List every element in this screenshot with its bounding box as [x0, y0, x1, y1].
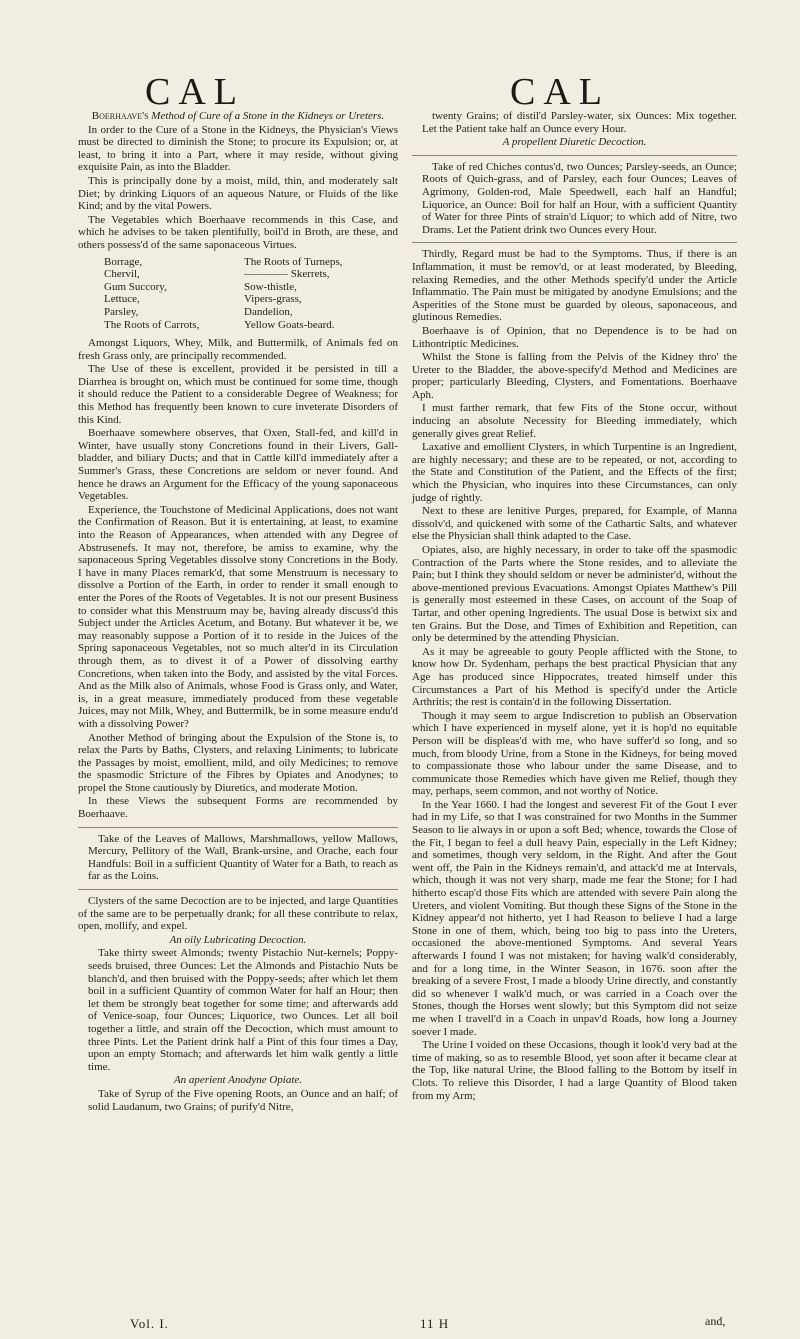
- paragraph: This is principally done by a moist, mild, thin, and moderately salt Diet; by drinking Liquors of an aqueous Nature, or Fluids of the like Kind; and by the vital Powers.: [78, 174, 398, 213]
- list-item: Vipers-grass,: [244, 293, 302, 306]
- divider: [78, 889, 398, 890]
- paragraph: Whilst the Stone is falling from the Pelvis of the Kidney thro' the Ureter to the Bladder, the above-specify'd Method and Medicines are proper; particularly Bleeding, Clysters, and Fomentations. Boerhaave Aph.: [412, 351, 737, 401]
- list-item: Gum Succory,: [104, 280, 167, 293]
- list-item: Lettuce,: [104, 293, 140, 306]
- vegetable-list: [104, 256, 398, 332]
- paragraph: I must farther remark, that few Fits of the Stone occur, without inducing an absolute Necessity for Bleeding immediately, which generally gives great Relief.: [412, 402, 737, 440]
- running-head-left: CAL: [145, 71, 245, 113]
- paragraph: Experience, the Touchstone of Medicinal Applications, does not want the Confirmation of Reason. But it is entertaining, at least, to examine into the Reason of Appearances, when attended with any Degree of Abstrusenefs. It may not, therefore, be amiss to examine, why the saponaceous Spring Vegetables dissolve stony Concretions in the Body. I have in many Places remark'd, that some Menstruum is necessary to dissolve a Portion of the Earth, in order to render it small enough to enter the Pores of the Roots of Vegetables. It is not our present Business to consider what this Menstruum may be, having already discuss'd this Subject under the Articles Acetum, and Botany. But whatever it be, we may reasonably suppose a Portion of it to reside in the Juices of the Spring saponaceous Vegetables, not so much alter'd in its Circulation through them, as to divest it of a Power of dissolving earthy Concretions, when taken into the Body, and assisted by the vital Forces. And as the Milk also of Animals, whose Food is Grass only, and Water, is, in a great measure, immediately produced from these vegetable Juices, may not Milk, Whey, and Buttermilk, be in some measure endu'd with a dissolving Power?: [78, 503, 398, 730]
- paragraph: In these Views the subsequent Forms are recommended by Boerhaave.: [78, 795, 398, 821]
- recipe-opiate: Take of Syrup of the Five opening Roots, an Ounce and an half; of solid Laudanum, two Grains; of purify'd Nitre,: [88, 1087, 398, 1113]
- recipe-heading: A propellent Diuretic Decoction.: [502, 136, 647, 149]
- list-item: Dandelion,: [244, 305, 293, 318]
- list-item: The Roots of Turneps,: [244, 255, 343, 268]
- recipe-heading: An aperient Anodyne Opiate.: [173, 1074, 303, 1087]
- paragraph: The Urine I voided on these Occasions, though it look'd very bad at the time of making, so as to resemble Blood, yet soon after it became clear at the Top, like natural Urine, the Blood falling to the Bottom by itself in Clots. To relieve this Disorder, I had a large Quantity of Blood taken from my Arm;: [412, 1039, 737, 1102]
- signature-mark: 11 H: [420, 1316, 450, 1331]
- recipe-diuretic: Take of red Chiches contus'd, two Ounces; Parsley-seeds, an Ounce; Roots of Quich-grass, and of Parsley, each four Ounces; Leaves of Agrimony, Golden-rod, Male Speedwell, each half an Handful; Liquorice, an Ounce: Boil for half an Hour, with a sufficient Quantity of Water for three Pints of strain'd Liquor; to which add of Nitre, two Drams. Let the Patient drink two Ounces every Hour.: [422, 160, 737, 236]
- paragraph: Next to these are lenitive Purges, prepared, for Example, of Manna dissolv'd, and quickened with some of the Cathartic Salts, and whatever else the Physician shall think adapted to the Case.: [412, 505, 737, 543]
- volume-number: Vol. I.: [130, 1316, 169, 1331]
- paragraph: The Use of these is excellent, provided it be persisted in till a Diarrhea is brought on, which must be continued for some time, though it should reduce the Patient to a considerable Degree of Weakness; for this Method has frequently been known to cure inveterate Disorders of this Kind.: [78, 363, 398, 426]
- divider: [78, 827, 398, 828]
- recipe-decoction: Take thirty sweet Almonds; twenty Pistachio Nut-kernels; Poppy-seeds bruised, three Ounces: Let the Almonds and Pistachio Nuts be blanch'd, and then bruised with the Poppy-seeds; after which let them boil in a sufficient Quantity of common Water for half an Hour; then let them be strongly beat together for some time; and afterwards add of Venice-soap, four Ounces; Liquorice, two Ounces. Let all boil together a little, and strain off the Decoction, which must amount to three Pints. Let the Patient drink half a Pint of this four times a Day, upon an empty Stomach; and afterwards let him walk gently a little time.: [88, 947, 398, 1073]
- list-item: Borrage,: [104, 255, 143, 268]
- paragraph: As it may be agreeable to gouty People afflicted with the Stone, to know how Dr. Sydenham, perhaps the best practical Physician that any Age has produced since Hippocrates, treated himself under this Circumstances a Part of his Method is specify'd under the Article Arthritis; the rest is contain'd in the following Dissertation.: [412, 645, 737, 709]
- paragraph: Boerhaave is of Opinion, that no Dependence is to be had on Lithontriptic Medicines.: [412, 324, 737, 350]
- list-item: Chervil,: [104, 268, 140, 281]
- divider: [412, 155, 737, 156]
- paragraph: In the Year 1660. I had the longest and severest Fit of the Gout I ever had in my Life, so that I was constrained for two Months in the Summer Season to lie always in or upon a soft Bed; whence, towards the Close of the Fit, I began to feel a dull heavy Pain, especially in the Left Kidney; and sometimes, though very seldom, in the Right. And after the Gout went off, the Pain in the Kidneys remain'd, and attack'd me at Intervals, which, though it was not very sharp, made me fear the Stone; for I had hitherto escap'd those Fits which are attended with severe Pain along the Ureters, and violent Vomiting. But though these Signs of the Stone in the Kidney appear'd not hitherto, yet I had Reason to believe I had a large Stone in one of them, which, being too big to pass into the Ureters, occasioned the above-mentioned Symptoms. And several Years afterwards I found I was not mistaken; for having walk'd considerably, and for a long time, in the Winter Season, in 1676. soon after the breaking of a severe Frost, I made a bloody Urine directly, and constantly did so whenever I walk'd much, or was carried in a Coach over the Stones, though the Horses went slowly; but this Symptom did not seize me when I travell'd in a Coach in unpav'd Roads, how long a Journey soever I made.: [412, 798, 737, 1038]
- left-column: [78, 110, 398, 1114]
- paragraph: Another Method of bringing about the Expulsion of the Stone is, to relax the Parts by Baths, Clysters, and relaxing Liniments; to lubricate the Passages by moist, emollient, mild, and oily Medicines; to remove the spasmodic Stricture of the Fibres by Opiates and Anodynes; to propel the Stone cautiously by Diuretics, and moderate Motion.: [78, 731, 398, 794]
- catchword: and,: [705, 1314, 726, 1328]
- paragraph: The Vegetables which Boerhaave recommends in this Case, and which he advises to be taken plentifully, boil'd in Broth, are these, and others possess'd of the same saponaceous Virtues.: [78, 213, 398, 251]
- recipe-bath: Take of the Leaves of Mallows, Marshmallows, yellow Mallows, Mercury, Pellitory of the Wall, Brank-ursine, and Orache, each four Handfuls: Boil in a sufficient Quantity of Water for a Bath, to reach as far as the Loins.: [88, 832, 398, 883]
- paragraph: Boerhaave somewhere observes, that Oxen, Stall-fed, and kill'd in Winter, have usually stony Concretions found in their Livers, Gall-bladder, and biliary Ducts; and that in Cattle kill'd immediately after a Summer's Grass, these Concretions are seldom or never found. And hence he draws an Argument for the Efficacy of the young saponaceous Vegetables.: [78, 427, 398, 503]
- paragraph: Though it may seem to argue Indiscretion to publish an Observation which I have experienced in myself alone, yet it is hop'd no equitable Person will be displeas'd with me, who have suffer'd so long, and so much, from bloody Urine, from a Stone in the Kidneys, for being moved to compassionate those who labour under the same Disease, and to communicate those Remedies which have given me Relief, though they may, perhaps, seem common, and not worthy of Notice.: [412, 709, 737, 798]
- paragraph: Thirdly, Regard must be had to the Symptoms. Thus, if there is an Inflammation, it must be remov'd, or at least moderated, by Bleeding, relaxing Remedies, and the other Methods specify'd under the Article Inflammatio. The Pain must be mitigated by anodyne Emulsions; and the Asperities of the Stone must be guarded by oleous, saponaceous, and glutinous Remedies.: [412, 248, 737, 324]
- paragraph: Clysters of the same Decoction are to be injected, and large Quantities of the same are to be perpetually drank; for all these contribute to relax, open, mollify, and expel.: [78, 895, 398, 933]
- right-column: [412, 110, 737, 1103]
- paragraph: Opiates, also, are highly necessary, in order to take off the spasmodic Contraction of the Parts where the Stone resides, and to alleviate the Pain; but I think they should seldom or never be administer'd, without the above-mentioned previous Evacuations. Amongst Opiates Matthew's Pill is generally most esteemed in these Cases, on account of the Soap of Tartar, and other opening Ingredients. The usual Dose is betwixt six and ten Grains. But the Dose, and Times of Exhibition and Repetition, can only be determined by the attending Physician.: [412, 544, 737, 645]
- paragraph: Amongst Liquors, Whey, Milk, and Buttermilk, of Animals fed on fresh Grass only, are principally recommended.: [78, 337, 398, 362]
- recipe-heading: An oily Lubricating Decoction.: [169, 933, 307, 946]
- recipe-continued: twenty Grains; of distil'd Parsley-water, six Ounces: Mix together. Let the Patient take half an Ounce every Hour.: [422, 110, 737, 135]
- divider: [412, 242, 737, 243]
- list-item: Sow-thistle,: [244, 280, 297, 293]
- list-item: The Roots of Carrots,: [104, 318, 200, 331]
- section-title: Boerhaave's Method of Cure of a Stone in the Kidneys or Ureters.: [91, 110, 385, 122]
- list-item: ———— Skerrets,: [244, 268, 330, 281]
- paragraph: In order to the Cure of a Stone in the Kidneys, the Physician's Views must be directed to diminish the Stone; to procure its Expulsion; or, at least, to bring it into a Part, where it may reside, without giving exquisite Pain, as into the Bladder.: [78, 123, 398, 174]
- list-item: Yellow Goats-beard.: [244, 318, 335, 331]
- paragraph: Laxative and emollient Clysters, in which Turpentine is an Ingredient, are highly necessary; and these are to be repeated, or not, according to the State and Constitution of the Patient, and the Effects of the first; which the Physician, who inquires into these Circumstances, can only judge of rightly.: [412, 441, 737, 504]
- list-item: Parsley,: [104, 305, 139, 318]
- running-head-right: CAL: [510, 71, 610, 113]
